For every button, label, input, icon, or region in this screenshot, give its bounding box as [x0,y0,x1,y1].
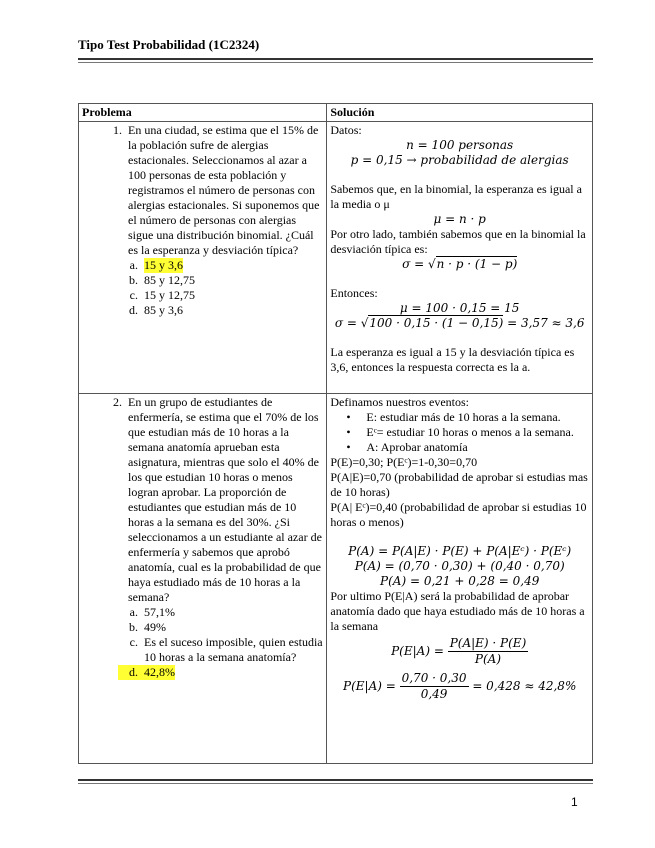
list-item: • Eᶜ= estudiar 10 horas o menos a la semana. [346,425,574,439]
option-a: a. 15 y 3,6 [129,258,183,272]
option-text: 42,8% [144,665,175,679]
equation-n: n = 100 personas [406,138,514,152]
option-text: 85 y 12,75 [144,273,195,287]
option-b: b. 85 y 12,75 [129,273,195,287]
equation-sigma: σ = √n · p · (1 − p) [402,257,518,271]
footer-rule [78,779,593,781]
column-header-solution: Solución [327,104,593,122]
question-1 [82,123,323,258]
option-text: 57,1% [144,605,175,619]
option-text: Es el suceso imposible, quien estudia 10 horas a la semana anatomía? [144,635,323,664]
equation-result: P(A) = 0,21 + 0,28 = 0,49 [380,574,540,588]
equation-substitution: P(A) = (0,70 · 0,30) + (0,40 · 0,70) [354,559,565,573]
list-item: • A: Aprobar anatomía [346,440,468,454]
solution-paragraph: Por otro lado, también sabemos que en la binomial la desviación típica es: [330,227,586,256]
problems-table [78,103,593,764]
table-row [79,122,593,394]
equation-bayes: P(E|A) = $\frac{P(A|E) \cdot P(E)}{P(A)}$ [391,636,527,666]
footer-rule-thin [78,783,593,784]
solution-datos: Datos: [330,123,362,137]
option-c: c. Es el suceso imposible, quien estudia 10 horas a la semana anatomía? [129,635,323,664]
solution-paragraph: Sabemos que, en la binomial, la esperanza es igual a la media o μ [330,182,582,211]
option-a: a. 57,1% [129,605,175,619]
question-text: En una ciudad, se estima que el 15% de la población sufre de alergias estacionales. Seleccionamos al azar a 100 personas de esta población y registramos el número de personas con alergias estacionales. Si suponemos que el número de personas con alergias sigue una distribución binomial. ¿Cuál es la esperanza y desviación típica? [128,123,320,257]
solution-entonces: Entonces: [330,286,378,300]
solution-paragraph: Por ultimo P(E|A) será la probabilidad de aprobar anatomía dado que haya estudiado más de 10 horas a la semana [330,589,585,633]
option-d: d. 85 y 3,6 [129,303,183,317]
solution-line: P(A|E)=0,70 (probabilidad de aprobar si estudias mas de 10 horas) [330,470,588,499]
column-header-problem: Problema [79,104,327,122]
option-text: 15 y 3,6 [144,258,183,272]
question-number: 1. [113,123,122,137]
equation-mu-value: μ = 100 · 0,15 = 15 [399,301,520,315]
header-rule-thin [78,62,593,63]
table-header-row [79,104,593,122]
answer-options [118,605,323,680]
solution-intro: Definamos nuestros eventos: [330,395,470,409]
question-text: En un grupo de estudiantes de enfermería, se estima que el 70% de los que estudian más de 10 horas a la semana anatomía aprueban esta asignatura, mientras que solo el 40% de los que estudian 10 horas o menos logran aprobar. La proporción de estudiantes que estudian más de 10 horas a la semana es del 30%. ¿Si seleccionamos a un estudiante al azar de enfermería y sabemos que aprobó anatomía, cual es la probabilidad de que haya estudiado más de 10 horas a la semana? [128,395,322,604]
problem-cell-2 [79,394,327,764]
list-item: • E: estudiar más de 10 horas a la semana. [346,410,561,424]
option-c: c. 15 y 12,75 [129,288,195,302]
solution-cell-2 [327,394,593,764]
equation-total-prob: P(A) = P(A|E) · P(E) + P(A|Eᶜ) · P(Eᶜ) [348,544,572,558]
equation-sigma-value: σ = √100 · 0,15 · (1 − 0,15) = 3,57 ≈ 3,6 [334,316,585,330]
solution-line: P(A| Eᶜ)=0,40 (probabilidad de aprobar si estudias 10 horas o menos) [330,500,587,529]
answer-options [118,258,323,318]
table-row [79,394,593,764]
document-header-title: Tipo Test Probabilidad (1C2324) [78,37,260,52]
solution-cell-1 [327,122,593,394]
event-list [330,410,589,455]
option-text: 85 y 3,6 [144,303,183,317]
header-rule [78,58,593,60]
problem-cell-1 [79,122,327,394]
page-number: 1 [571,795,578,809]
option-d: d. 42,8% [118,665,323,680]
option-text: 15 y 12,75 [144,288,195,302]
question-number: 2. [113,395,122,409]
solution-line: P(E)=0,30; P(Eᶜ)=1-0,30=0,70 [330,455,478,469]
solution-conclusion: La esperanza es igual a 15 y la desviación típica es 3,6, entonces la respuesta correcta es la a. [330,345,575,374]
equation-bayes-value: P(E|A) = $\frac{0,70 \cdot 0,30}{0,49}$ = 0,428 ≈ 42,8% [343,671,577,701]
question-2 [82,395,323,605]
equation-p: p = 0,15 → probabilidad de alergias [350,153,569,167]
option-b: b. 49% [129,620,166,634]
equation-mu: μ = n · p [433,212,486,226]
option-text: 49% [144,620,166,634]
